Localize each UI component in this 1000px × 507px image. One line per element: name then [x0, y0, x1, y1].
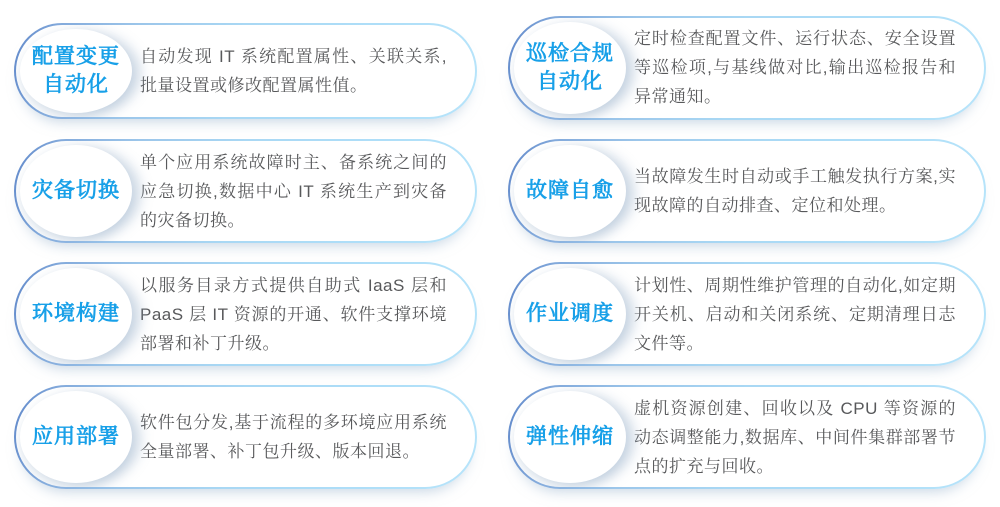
job-scheduling-badge	[514, 268, 626, 360]
card-description: 自动发现 IT 系统配置属性、关联关系,批量设置或修改配置属性值。	[140, 46, 447, 95]
config-change-automation-badge	[20, 29, 132, 113]
card-body	[510, 141, 984, 241]
card-application-deployment	[14, 385, 477, 489]
badge-label-line: 灾备切换	[32, 179, 120, 202]
card-description: 当故障发生时自动或手工触发执行方案,实现故障的自动排查、定位和处理。	[634, 167, 956, 215]
application-deployment-badge	[20, 391, 132, 483]
card-description: 单个应用系统故障时主、备系统之间的应急切换,数据中心 IT 系统生产到灾备的灾备切换。	[140, 152, 447, 230]
card-body	[510, 387, 984, 487]
elastic-scaling-badge	[514, 391, 626, 483]
card-environment-build	[14, 262, 477, 366]
card-body	[16, 25, 475, 117]
card-description: 定时检查配置文件、运行状态、安全设置等巡检项,与基线做对比,输出巡检报告和异常通知。	[634, 29, 956, 106]
environment-build-badge	[20, 268, 132, 360]
card-description: 计划性、周期性维护管理的自动化,如定期开关机、启动和关闭系统、定期清理日志文件等。	[634, 275, 956, 353]
badge-label-line: 作业调度	[526, 302, 614, 325]
card-body	[16, 264, 475, 364]
card-fault-self-healing	[508, 139, 986, 243]
card-job-scheduling	[508, 262, 986, 366]
card-body	[16, 141, 475, 241]
card-disaster-recovery-switch	[14, 139, 477, 243]
card-body	[510, 264, 984, 364]
card-body	[510, 18, 984, 118]
badge-label-line: 自动化	[537, 69, 603, 93]
badge-label-line: 自动化	[43, 72, 109, 96]
badge-label-line: 弹性伸缩	[526, 425, 614, 448]
card-body	[16, 387, 475, 487]
card-description: 虚机资源创建、回收以及 CPU 等资源的动态调整能力,数据库、中间件集群部署节点的扩充与回收。	[634, 398, 956, 476]
fault-self-healing-badge	[514, 145, 626, 237]
inspection-compliance-automation-badge	[514, 22, 626, 114]
feature-grid	[14, 15, 986, 489]
card-elastic-scaling	[508, 385, 986, 489]
badge-label-line: 应用部署	[32, 425, 120, 448]
badge-label-line: 故障自愈	[526, 179, 614, 202]
disaster-recovery-switch-badge	[20, 145, 132, 237]
card-description: 以服务目录方式提供自助式 IaaS 层和PaaS 层 IT 资源的开通、软件支撑环境部署和补丁升级。	[140, 275, 447, 353]
badge-label-line: 配置变更	[32, 44, 120, 68]
card-inspection-compliance-automation	[508, 16, 986, 120]
badge-label-line: 巡检合规	[526, 41, 614, 65]
card-config-change-automation	[14, 23, 477, 119]
card-description: 软件包分发,基于流程的多环境应用系统全量部署、补丁包升级、版本回退。	[140, 413, 447, 461]
badge-label-line: 环境构建	[32, 302, 120, 325]
